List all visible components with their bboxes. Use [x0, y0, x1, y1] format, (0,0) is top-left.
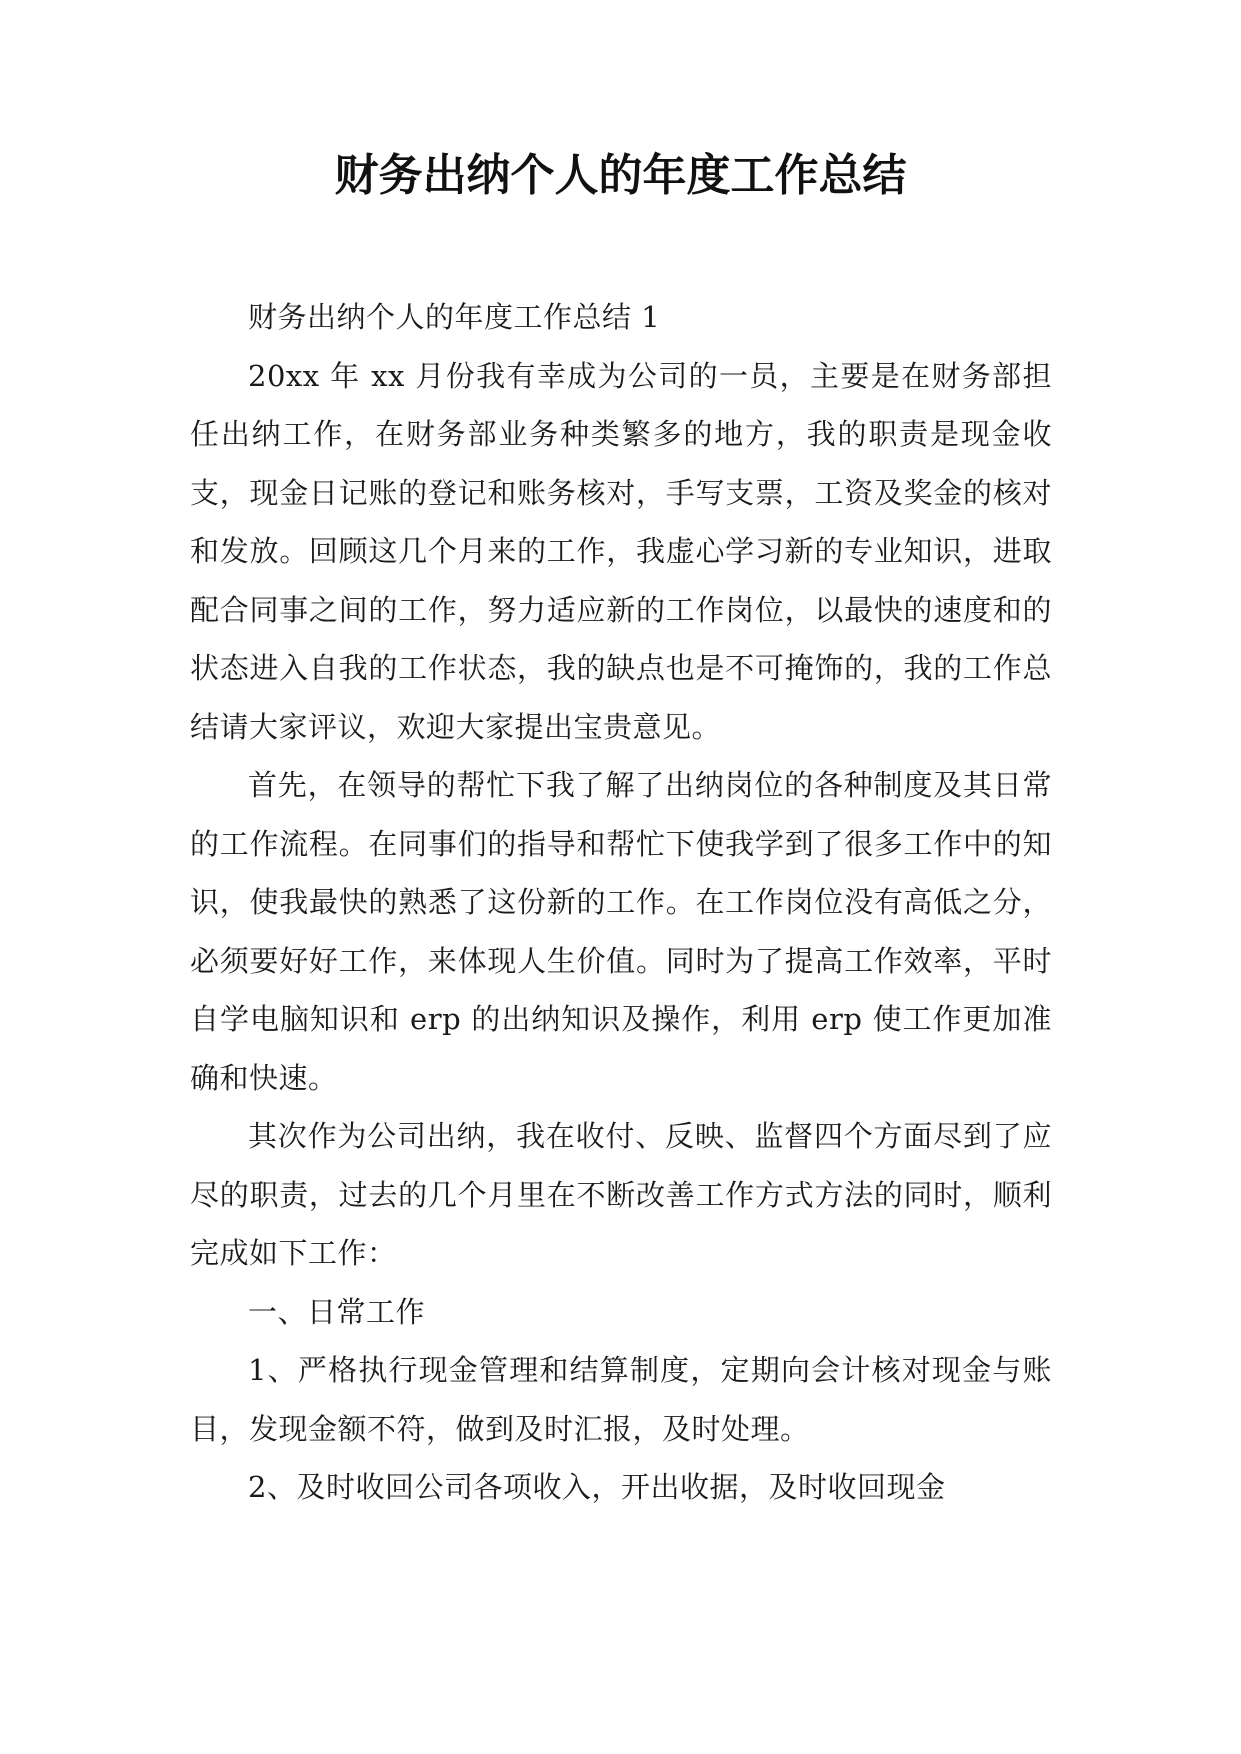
- document-title: 财务出纳个人的年度工作总结: [334, 150, 907, 201]
- paragraph: 其次作为公司出纳，我在收付、反映、监督四个方面尽到了应尽的职责，过去的几个月里在不断改善工作方式方法的同时，顺利完成如下工作：: [190, 1119, 1052, 1270]
- list-item: 1、严格执行现金管理和结算制度，定期向会计核对现金与账目，发现金额不符，做到及时汇报，及时处理。: [190, 1353, 1052, 1446]
- list-item: 2、及时收回公司各项收入，开出收据，及时收回现金: [248, 1470, 946, 1504]
- paragraph: 首先，在领导的帮忙下我了解了出纳岗位的各种制度及其日常的工作流程。在同事们的指导和帮忙下使我学到了很多工作中的知识，使我最快的熟悉了这份新的工作。在工作岗位没有高低之分，必须要好好工作，来体现人生价值。同时为了提高工作效率，平时自学电脑知识和 erp 的出纳知识及操作，利用 erp 使工作更加准确和快速。: [190, 768, 1052, 1095]
- paragraph: 20xx 年 xx 月份我有幸成为公司的一员，主要是在财务部担任出纳工作，在财务部业务种类繁多的地方，我的职责是现金收支，现金日记账的登记和账务核对，手写支票，工资及奖金的核对和发放。回顾这几个月来的工作，我虚心学习新的专业知识，进取配合同事之间的工作，努力适应新的工作岗位，以最快的速度和的状态进入自我的工作状态，我的缺点也是不可掩饰的，我的工作总结请大家评议，欢迎大家提出宝贵意见。: [190, 358, 1052, 744]
- document-body: [190, 288, 1052, 1517]
- subsection-heading: 一、日常工作: [248, 1294, 426, 1329]
- section-heading: 财务出纳个人的年度工作总结 1: [248, 300, 661, 334]
